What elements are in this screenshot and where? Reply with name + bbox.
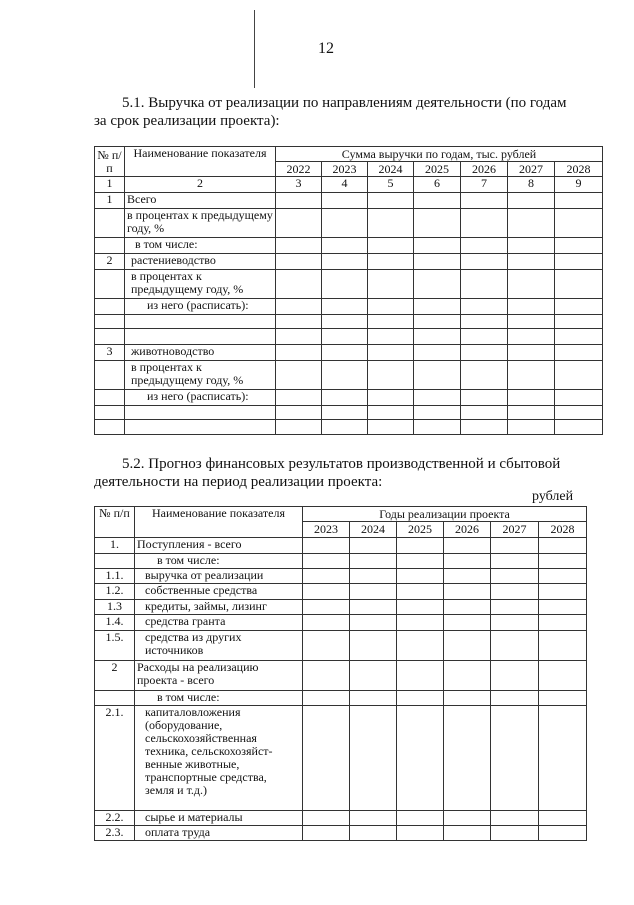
col-number: 6 <box>414 177 461 193</box>
value-cell <box>350 615 397 631</box>
row-label: из него (расписать): <box>125 390 276 406</box>
table-row <box>95 615 587 631</box>
value-cell <box>508 254 555 270</box>
table-row <box>95 209 603 238</box>
table-row <box>95 238 603 254</box>
value-cell <box>508 329 555 345</box>
table-row <box>95 600 587 615</box>
row-number <box>95 270 125 299</box>
row-number <box>95 209 125 238</box>
row-number: 2.3. <box>95 826 135 841</box>
value-cell <box>397 584 444 600</box>
value-cell <box>539 691 587 706</box>
value-cell <box>350 691 397 706</box>
value-cell <box>539 811 587 826</box>
row-number <box>95 420 125 435</box>
value-cell <box>276 254 322 270</box>
value-cell <box>322 345 368 361</box>
row-number <box>95 390 125 406</box>
table-row <box>95 811 587 826</box>
section-5-2-heading-line1: 5.2. Прогноз финансовых результатов производственной и сбытовой <box>122 456 561 472</box>
table-row <box>95 193 603 209</box>
revenue-table <box>94 146 603 435</box>
year-header: 2026 <box>461 162 508 177</box>
row-number: 2 <box>95 661 135 691</box>
value-cell <box>322 406 368 420</box>
row-label: в том числе: <box>125 238 276 254</box>
value-cell <box>444 691 491 706</box>
value-cell <box>322 390 368 406</box>
row-number <box>95 329 125 345</box>
value-cell <box>350 826 397 841</box>
table-row <box>95 299 603 315</box>
value-cell <box>414 315 461 329</box>
value-cell <box>350 584 397 600</box>
value-cell <box>368 420 414 435</box>
value-cell <box>414 420 461 435</box>
row-number <box>95 406 125 420</box>
value-cell <box>491 661 539 691</box>
value-cell <box>397 600 444 615</box>
col-number: 9 <box>555 177 603 193</box>
value-cell <box>303 631 350 661</box>
value-cell <box>539 631 587 661</box>
col-number: 7 <box>461 177 508 193</box>
table-row <box>95 329 603 345</box>
row-label: в процентах к предыдущему году, % <box>125 361 276 390</box>
value-cell <box>444 631 491 661</box>
col-header-name: Наименование показателя <box>125 147 276 177</box>
value-cell <box>322 299 368 315</box>
value-cell <box>508 390 555 406</box>
value-cell <box>397 826 444 841</box>
row-number: 2.1. <box>95 706 135 811</box>
value-cell <box>322 329 368 345</box>
value-cell <box>303 615 350 631</box>
row-number <box>95 299 125 315</box>
value-cell <box>508 299 555 315</box>
row-label: Поступления - всего <box>135 538 303 554</box>
value-cell <box>491 554 539 569</box>
value-cell <box>414 390 461 406</box>
section-5-1-heading-line1: 5.1. Выручка от реализации по направлениям деятельности (по годам <box>122 95 567 111</box>
row-label: Всего <box>125 193 276 209</box>
value-cell <box>461 193 508 209</box>
value-cell <box>322 254 368 270</box>
table-row <box>95 254 603 270</box>
table-row <box>95 315 603 329</box>
value-cell <box>461 361 508 390</box>
year-header: 2024 <box>350 522 397 538</box>
value-cell <box>461 238 508 254</box>
year-header: 2025 <box>414 162 461 177</box>
value-cell <box>555 193 603 209</box>
value-cell <box>303 691 350 706</box>
table-row <box>95 706 587 811</box>
year-header: 2027 <box>508 162 555 177</box>
row-label: средства из других источников <box>135 631 303 661</box>
value-cell <box>414 254 461 270</box>
value-cell <box>461 270 508 299</box>
value-cell <box>397 691 444 706</box>
value-cell <box>276 390 322 406</box>
year-header: 2028 <box>555 162 603 177</box>
row-label: средства гранта <box>135 615 303 631</box>
row-number: 2.2. <box>95 811 135 826</box>
row-label: из него (расписать): <box>125 299 276 315</box>
value-cell <box>397 661 444 691</box>
value-cell <box>491 600 539 615</box>
value-cell <box>444 615 491 631</box>
table-row <box>95 584 587 600</box>
value-cell <box>303 554 350 569</box>
value-cell <box>539 554 587 569</box>
col-number: 5 <box>368 177 414 193</box>
table-row <box>95 345 603 361</box>
row-label: в процентах к предыдущему году, % <box>125 270 276 299</box>
unit-label: рублей <box>532 489 574 504</box>
value-cell <box>508 193 555 209</box>
row-number <box>95 315 125 329</box>
value-cell <box>397 706 444 811</box>
value-cell <box>397 811 444 826</box>
value-cell <box>539 600 587 615</box>
row-label: капиталовложения (оборудование, сельскохозяйственная техника, сельскохозяйст-венные животные, транспортные средства, земля и т.д.) <box>135 706 303 811</box>
value-cell <box>555 254 603 270</box>
value-cell <box>491 811 539 826</box>
value-cell <box>461 329 508 345</box>
value-cell <box>414 299 461 315</box>
table-row <box>95 554 587 569</box>
table-row <box>95 691 587 706</box>
value-cell <box>276 315 322 329</box>
table-row <box>95 538 587 554</box>
row-label: в том числе: <box>135 554 303 569</box>
value-cell <box>555 361 603 390</box>
value-cell <box>444 569 491 584</box>
value-cell <box>350 631 397 661</box>
value-cell <box>555 209 603 238</box>
value-cell <box>539 661 587 691</box>
row-number: 1. <box>95 538 135 554</box>
value-cell <box>350 661 397 691</box>
value-cell <box>368 270 414 299</box>
value-cell <box>491 584 539 600</box>
table-row <box>95 826 587 841</box>
row-label <box>125 406 276 420</box>
value-cell <box>276 238 322 254</box>
value-cell <box>555 406 603 420</box>
col-number: 2 <box>125 177 276 193</box>
value-cell <box>276 406 322 420</box>
value-cell <box>276 193 322 209</box>
value-cell <box>555 238 603 254</box>
table-row <box>95 361 603 390</box>
value-cell <box>350 538 397 554</box>
row-label: выручка от реализации <box>135 569 303 584</box>
row-number: 1.5. <box>95 631 135 661</box>
table-row <box>95 631 587 661</box>
value-cell <box>444 706 491 811</box>
value-cell <box>368 209 414 238</box>
value-cell <box>322 238 368 254</box>
value-cell <box>350 706 397 811</box>
value-cell <box>303 811 350 826</box>
table-row <box>95 569 587 584</box>
value-cell <box>368 299 414 315</box>
value-cell <box>303 584 350 600</box>
value-cell <box>368 361 414 390</box>
value-cell <box>539 538 587 554</box>
page-number: 12 <box>318 40 334 57</box>
col-number: 4 <box>322 177 368 193</box>
value-cell <box>322 420 368 435</box>
value-cell <box>508 361 555 390</box>
row-number <box>95 238 125 254</box>
value-cell <box>539 569 587 584</box>
value-cell <box>461 299 508 315</box>
value-cell <box>368 345 414 361</box>
value-cell <box>461 254 508 270</box>
row-number <box>95 361 125 390</box>
value-cell <box>491 706 539 811</box>
value-cell <box>491 538 539 554</box>
year-header: 2027 <box>491 522 539 538</box>
value-cell <box>368 329 414 345</box>
table-row <box>95 390 603 406</box>
year-header: 2024 <box>368 162 414 177</box>
value-cell <box>397 538 444 554</box>
value-cell <box>350 569 397 584</box>
value-cell <box>555 315 603 329</box>
value-cell <box>322 315 368 329</box>
col-header-num: № п/п <box>95 147 125 177</box>
value-cell <box>397 615 444 631</box>
row-label: в процентах к предыдущему году, % <box>125 209 276 238</box>
value-cell <box>303 538 350 554</box>
year-header: 2028 <box>539 522 587 538</box>
value-cell <box>555 299 603 315</box>
value-cell <box>461 406 508 420</box>
col-header-group: Сумма выручки по годам, тыс. рублей <box>276 147 603 162</box>
value-cell <box>444 826 491 841</box>
value-cell <box>368 406 414 420</box>
row-label: собственные средства <box>135 584 303 600</box>
value-cell <box>555 270 603 299</box>
year-header: 2026 <box>444 522 491 538</box>
row-label: растениеводство <box>125 254 276 270</box>
value-cell <box>461 420 508 435</box>
section-5-2-heading-line2: деятельности на период реализации проекта: <box>94 474 383 490</box>
value-cell <box>508 345 555 361</box>
row-label <box>125 420 276 435</box>
value-cell <box>350 600 397 615</box>
value-cell <box>444 584 491 600</box>
row-label <box>125 315 276 329</box>
financial-forecast-table <box>94 506 587 841</box>
row-number: 1.2. <box>95 584 135 600</box>
row-label: Расходы на реализацию проекта - всего <box>135 661 303 691</box>
value-cell <box>414 345 461 361</box>
row-number <box>95 554 135 569</box>
value-cell <box>350 811 397 826</box>
row-number: 1.1. <box>95 569 135 584</box>
value-cell <box>276 345 322 361</box>
value-cell <box>303 826 350 841</box>
value-cell <box>461 390 508 406</box>
value-cell <box>276 270 322 299</box>
value-cell <box>414 329 461 345</box>
value-cell <box>491 569 539 584</box>
section-5-2-heading <box>94 455 602 491</box>
value-cell <box>322 193 368 209</box>
col-header-num: № п/п <box>95 507 135 538</box>
value-cell <box>368 238 414 254</box>
binding-mark <box>254 10 255 88</box>
value-cell <box>397 631 444 661</box>
value-cell <box>444 554 491 569</box>
row-label: сырье и материалы <box>135 811 303 826</box>
value-cell <box>368 315 414 329</box>
value-cell <box>414 406 461 420</box>
value-cell <box>276 420 322 435</box>
value-cell <box>539 584 587 600</box>
value-cell <box>508 270 555 299</box>
row-number: 1.3 <box>95 600 135 615</box>
value-cell <box>414 361 461 390</box>
value-cell <box>555 390 603 406</box>
value-cell <box>303 661 350 691</box>
value-cell <box>461 345 508 361</box>
value-cell <box>303 569 350 584</box>
table-row <box>95 406 603 420</box>
col-number: 8 <box>508 177 555 193</box>
value-cell <box>368 254 414 270</box>
year-header: 2023 <box>303 522 350 538</box>
value-cell <box>322 209 368 238</box>
value-cell <box>491 826 539 841</box>
row-label: в том числе: <box>135 691 303 706</box>
value-cell <box>276 361 322 390</box>
value-cell <box>539 615 587 631</box>
value-cell <box>414 270 461 299</box>
value-cell <box>508 315 555 329</box>
row-label: кредиты, займы, лизинг <box>135 600 303 615</box>
value-cell <box>539 706 587 811</box>
value-cell <box>508 406 555 420</box>
year-header: 2022 <box>276 162 322 177</box>
value-cell <box>539 826 587 841</box>
value-cell <box>368 390 414 406</box>
value-cell <box>303 600 350 615</box>
value-cell <box>508 209 555 238</box>
value-cell <box>397 554 444 569</box>
value-cell <box>444 661 491 691</box>
col-number: 3 <box>276 177 322 193</box>
table-row <box>95 420 603 435</box>
year-header: 2025 <box>397 522 444 538</box>
row-number: 2 <box>95 254 125 270</box>
value-cell <box>276 329 322 345</box>
year-header: 2023 <box>322 162 368 177</box>
value-cell <box>397 569 444 584</box>
value-cell <box>555 345 603 361</box>
value-cell <box>555 329 603 345</box>
col-header-name: Наименование показателя <box>135 507 303 538</box>
value-cell <box>508 420 555 435</box>
value-cell <box>491 615 539 631</box>
row-number: 1 <box>95 193 125 209</box>
value-cell <box>555 420 603 435</box>
row-number: 1.4. <box>95 615 135 631</box>
value-cell <box>414 238 461 254</box>
row-label <box>125 329 276 345</box>
value-cell <box>491 691 539 706</box>
value-cell <box>508 238 555 254</box>
row-label: животноводство <box>125 345 276 361</box>
table-row <box>95 661 587 691</box>
value-cell <box>303 706 350 811</box>
value-cell <box>444 538 491 554</box>
value-cell <box>461 315 508 329</box>
value-cell <box>276 209 322 238</box>
col-number: 1 <box>95 177 125 193</box>
value-cell <box>444 600 491 615</box>
row-number <box>95 691 135 706</box>
section-5-1-heading-line2: за срок реализации проекта): <box>94 113 280 129</box>
value-cell <box>461 209 508 238</box>
value-cell <box>368 193 414 209</box>
table-row <box>95 270 603 299</box>
value-cell <box>444 811 491 826</box>
col-header-group: Годы реализации проекта <box>303 507 587 522</box>
row-number: 3 <box>95 345 125 361</box>
value-cell <box>414 193 461 209</box>
value-cell <box>350 554 397 569</box>
row-label: оплата труда <box>135 826 303 841</box>
value-cell <box>276 299 322 315</box>
value-cell <box>491 631 539 661</box>
value-cell <box>322 270 368 299</box>
section-5-1-heading <box>94 94 602 130</box>
value-cell <box>322 361 368 390</box>
value-cell <box>414 209 461 238</box>
